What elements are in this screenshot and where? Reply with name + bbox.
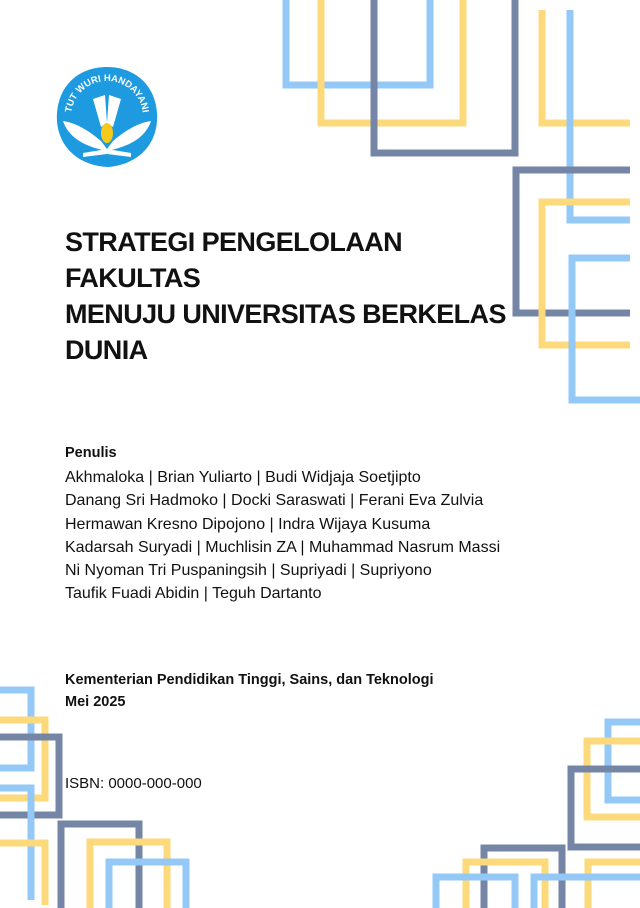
deco-line (374, 0, 515, 153)
authors-line: Ni Nyoman Tri Puspaningsih | Supriyadi | Supriyono (65, 562, 432, 580)
deco-line (436, 877, 515, 908)
svg-text:TUT WURI HANDAYANI: TUT WURI HANDAYANI (63, 72, 151, 114)
publisher-section (65, 669, 433, 713)
publisher-name: Kementerian Pendidikan Tinggi, Sains, dan Teknologi (65, 672, 434, 688)
title-line: FAKULTAS (65, 263, 201, 293)
authors-line: Taufik Fuadi Abidin | Teguh Dartanto (65, 585, 322, 603)
book-title (65, 224, 506, 368)
deco-line (109, 862, 186, 908)
deco-line (542, 10, 630, 123)
tut-wuri-handayani-logo (55, 65, 159, 169)
deco-line (286, 0, 430, 85)
title-line: DUNIA (65, 335, 148, 365)
publication-date: Mei 2025 (65, 694, 126, 710)
title-line: STRATEGI PENGELOLAAN (65, 227, 403, 257)
deco-line (587, 741, 640, 817)
emblem-icon (55, 65, 159, 169)
authors-line: Kadarsah Suryadi | Muchlisin ZA | Muhammad Nasrum Massi (65, 538, 501, 556)
authors-line: Hermawan Kresno Dipojono | Indra Wijaya Kusuma (65, 515, 431, 533)
deco-line (61, 824, 139, 908)
deco-line (0, 690, 31, 768)
deco-line (570, 10, 630, 220)
deco-line (321, 0, 463, 123)
deco-line (588, 862, 640, 908)
deco-line (572, 258, 640, 400)
authors-line: Danang Sri Hadmoko | Docki Saraswati | Ferani Eva Zulvia (65, 492, 484, 510)
isbn: ISBN: 0000-000-000 (65, 775, 202, 792)
deco-line (0, 843, 45, 905)
deco-line (90, 842, 167, 908)
authors-label: Penulis (65, 445, 117, 461)
deco-line (608, 722, 640, 800)
authors-section (65, 444, 500, 606)
title-line: MENUJU UNIVERSITAS BERKELAS (65, 299, 506, 329)
authors-line: Akhmaloka | Brian Yuliarto | Budi Widjaja Soetjipto (65, 469, 421, 486)
